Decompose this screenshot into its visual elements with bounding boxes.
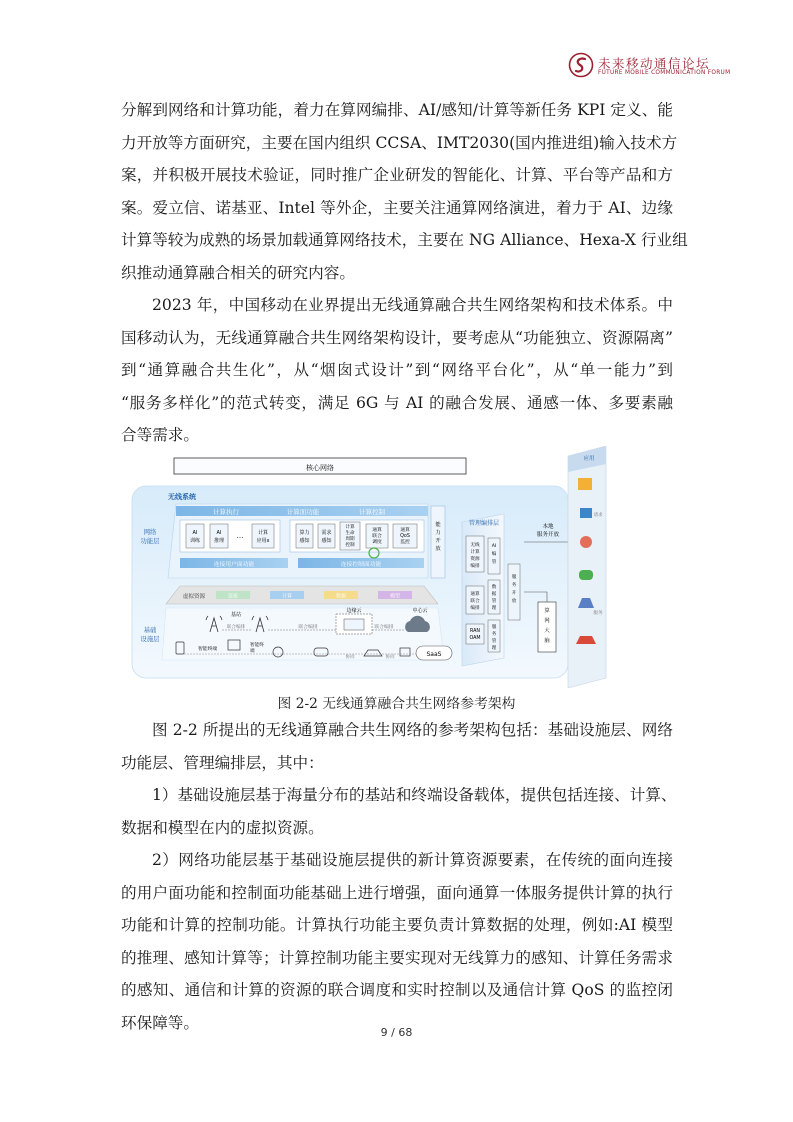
wireless-orch-label: 资源 [470, 557, 480, 562]
ai-training-label: AI [192, 530, 198, 536]
wireless-orch-label: 计算 [470, 550, 480, 555]
edge-cloud-label: 边缘云 [346, 608, 362, 614]
power-sense-label: 算力 [299, 530, 310, 536]
text-line: 合等需求。 [121, 426, 199, 444]
ai-inference-box [210, 524, 228, 548]
text-line: 的感知、通信和计算的资源的联合调度和实时控制以及通信计算 QoS 的监控闭 [121, 981, 673, 999]
smart-terminal-label-2: 智能终 [250, 643, 264, 648]
text-line: “服务多样化”的范式转变，满足 6G 与 AI 的融合发展、通感一体、多要素融 [121, 393, 673, 412]
smart-terminal-label-2: 端 [250, 649, 255, 654]
compute-ctrl-label: 计算控制 [359, 508, 385, 516]
capability-open-label: 能 [435, 522, 441, 528]
resource-chip-label: 数据 [335, 593, 347, 600]
text-line: 分解到网络和计算功能，着力在算网编排、AI/感知/计算等新任务 KPI 定义、能 [121, 101, 673, 119]
ai-training-box [186, 524, 204, 548]
qos-monitor-label: QoS [400, 534, 410, 539]
resource-chip-label: 模型 [389, 593, 401, 600]
service-open-label: 服 [511, 575, 517, 580]
wireless-orch-label: 无线 [470, 543, 480, 548]
paragraph-3 [121, 714, 673, 779]
collab-label: 协同 [385, 655, 395, 660]
text-line: 到“通算融合共生化”，从“烟囱式设计”到“网络平台化”，从“单一能力”到 [121, 361, 673, 379]
server-icon [344, 619, 364, 630]
joint-orch-label: 联合编排 [226, 625, 246, 630]
qos-monitor-label: 通算 [400, 528, 410, 533]
app-icon-camera [580, 508, 592, 518]
paragraph-2 [121, 289, 673, 452]
compute-app-label: 计算 [257, 530, 269, 536]
brain-label: 网 [544, 618, 550, 624]
application-label: 应用 [583, 456, 595, 462]
page-number: 9 / 68 [380, 1026, 413, 1039]
service-open-label: 务 [511, 583, 517, 588]
data-mgmt-label: 理 [491, 606, 497, 611]
request-label: 请求 [593, 513, 603, 518]
text-line: 功能层、管理编排层，其中： [121, 753, 324, 772]
text-line: 2023 年，中国移动在业界提出无线通算融合共生网络架构和技术体系。中 [152, 296, 673, 314]
architecture-figure [128, 446, 668, 691]
joint-orch2-label: 编排 [470, 606, 480, 611]
center-cloud-label: 中心云 [412, 608, 428, 614]
user-plane-label: 连接用户面功能 [213, 562, 255, 568]
saas-label: SaaS [426, 651, 442, 658]
text-line: 功能和计算的控制功能。计算执行功能主要负责计算数据的处理，例如:AI 模型 [121, 916, 673, 934]
lifecycle-label: 周期 [345, 537, 355, 542]
text-line: 计算等较为成熟的场景加载通算网络技术，主要在 NG Alliance、Hexa-X 行业组 [121, 231, 688, 249]
paragraph-5 [121, 844, 673, 1039]
compute-exec-label: 计算执行 [213, 508, 239, 516]
qos-monitor-label: 监控 [400, 540, 410, 545]
smart-terminal-label: 智能终端 [198, 647, 218, 652]
control-plane-label: 连接控制面功能 [340, 562, 382, 568]
service-mgmt-label: 服 [491, 625, 497, 630]
compute-app-box [252, 524, 274, 548]
logo-text-en: FUTURE MOBILE COMMUNICATION FORUM [598, 70, 731, 76]
capability-open-label: 放 [435, 546, 441, 552]
text-line: 的推理、感知计算等；计算控制功能主要实现对无线算力的感知、计算任务需求 [121, 948, 673, 967]
brain-label: 算 [544, 608, 550, 614]
ran-oam-label: OAM [469, 636, 481, 641]
lifecycle-label: 生命 [345, 531, 355, 536]
forum-logo-icon [568, 52, 594, 78]
text-line: 案。爱立信、诺基亚、Intel 等外企，主要关注通算网络演进，着力于 AI、边缘 [121, 198, 673, 217]
figure-caption: 图 2-2 无线通算融合共生网络参考架构 [277, 696, 516, 712]
forum-logo [568, 52, 768, 82]
ai-training-label: 训练 [189, 538, 201, 544]
capability-open-label: 开 [435, 538, 441, 544]
lifecycle-label: 控制 [345, 543, 355, 548]
infra-layer-label: 设施层 [140, 636, 160, 643]
ai-orch-label: AI [491, 544, 497, 549]
ai-inference-label: 推理 [213, 538, 225, 544]
paragraph-1 [121, 94, 688, 289]
compute-app-label: 应用x [256, 538, 270, 544]
base-station-label: 基站 [230, 612, 242, 618]
joint-orch2-label: 联合 [470, 599, 480, 604]
compute-ctrl-group [290, 520, 424, 552]
data-mgmt-label: 据 [491, 592, 497, 597]
data-mgmt-label: 管 [491, 599, 497, 604]
joint-orch2-label: 通算 [470, 592, 480, 597]
compute-plane-label: 计算面功能 [286, 508, 320, 516]
joint-schedule-label: 调度 [372, 540, 382, 545]
text-line: 2）网络功能层基于基础设施层提供的新计算资源要素，在传统的面向连接 [152, 851, 673, 869]
capability-open-label: 力 [435, 530, 441, 536]
wireless-system-label: 无线系统 [168, 493, 196, 501]
joint-orch-label: 联合编排 [374, 625, 394, 630]
service-label: 服务 [593, 611, 603, 616]
joint-schedule-label: 联合 [372, 534, 382, 539]
management-layer-label: 管理编排层 [468, 520, 500, 527]
joint-orch-label: 联合编排 [298, 625, 318, 630]
ellipsis-label: … [236, 532, 244, 540]
app-icon-gamepad [579, 570, 593, 580]
joint-schedule-label: 通算 [372, 528, 382, 533]
ran-oam-label: RAN [469, 629, 481, 634]
ai-orch-label: 编 [491, 552, 497, 557]
text-line: 1）基础设施层基于海量分布的基站和终端设备载体，提供包括连接、计算、 [152, 786, 677, 804]
network-function-layer-label: 网络 [143, 529, 157, 536]
text-line: 环保障等。 [121, 1013, 199, 1032]
app-icon-chart [578, 478, 592, 490]
power-sense-label: 感知 [299, 538, 310, 544]
service-open-label: 放 [511, 599, 517, 604]
virtual-resources-label: 虚拟资源 [182, 594, 206, 600]
service-open-label: 开 [511, 591, 517, 596]
text-line: 数据和模型在内的虚拟资源。 [121, 818, 324, 837]
ran-oam-box [466, 624, 484, 644]
local-service-label: 本地 [542, 524, 554, 530]
collab-label: 协同 [345, 655, 355, 660]
demand-sense-label: 需求 [321, 530, 332, 536]
text-line: 图 2-2 所提出的无线通算融合共生网络的参考架构包括：基础设施层、网络 [152, 721, 673, 739]
app-icon-health [580, 536, 592, 548]
text-line: 案，并积极开展技术验证，同时推广企业研发的智能化、计算、平台等产品和方 [121, 166, 673, 184]
demand-sense-label: 感知 [321, 538, 332, 544]
resource-chip-label: 计算 [281, 593, 293, 600]
lifecycle-label: 计算 [345, 525, 355, 530]
brain-label: 大 [544, 628, 550, 634]
data-mgmt-label: 数 [491, 585, 497, 590]
logo-text-cn: 未来移动通信论坛 [598, 56, 711, 71]
text-line: 力开放等方面研究，主要在国内组织 CCSA、IMT2030(国内推进组)输入技术方 [121, 133, 678, 152]
infrastructure-area [162, 608, 444, 660]
brain-label: 脑 [544, 638, 550, 644]
local-service-label: 服务开放 [536, 532, 560, 538]
core-network-label: 核心网络 [306, 464, 334, 472]
paragraph-4 [121, 779, 677, 844]
service-mgmt-label: 管 [491, 639, 497, 644]
compute-exec-group [180, 520, 280, 552]
ai-orch-label: 管 [491, 560, 497, 565]
text-line: 织推动通算融合相关的研究内容。 [121, 263, 355, 282]
network-function-layer-label: 功能层 [140, 538, 160, 545]
service-mgmt-label: 务 [491, 632, 497, 637]
resource-chip-label: 连接 [227, 593, 239, 600]
wireless-orch-label: 编排 [470, 564, 480, 569]
ai-inference-label: AI [216, 530, 222, 536]
text-line: 的用户面功能和控制面功能基础上进行增强，面向通算一体服务提供计算的执行 [121, 883, 673, 902]
text-line: 国移动认为，无线通算融合共生网络架构设计，要考虑从“功能独立、资源隔离” [121, 328, 673, 347]
service-mgmt-label: 理 [491, 646, 497, 651]
infra-layer-label: 基础 [143, 627, 157, 634]
